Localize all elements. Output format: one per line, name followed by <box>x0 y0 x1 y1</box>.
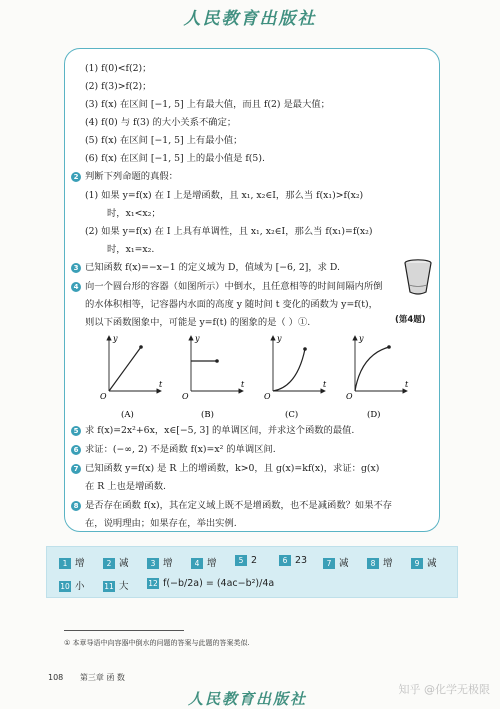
answer-7-badge: 7 <box>323 558 335 569</box>
answer-3-badge: 3 <box>147 558 159 569</box>
graph-c <box>264 334 327 420</box>
q4-line3: 则以下函数图象中，可能是 y=f(t) 的图象的是（ ）①. <box>85 317 311 328</box>
answer-3-text: 增 <box>163 558 173 569</box>
q4-text-1: 向一个圆台形的容器（如图所示）中倒水，且任意相等的时间间隔内所倒 <box>85 281 383 292</box>
graph-b-x-label: t <box>241 380 245 389</box>
answer-4-text: 增 <box>207 558 217 569</box>
q4-graph-options <box>65 49 440 532</box>
q2-item-1-line2: 时，x₁<x₂； <box>107 208 161 219</box>
answer-2-badge: 2 <box>103 558 115 569</box>
answer-11 <box>103 578 129 592</box>
answer-1-badge: 1 <box>59 558 71 569</box>
graph-a-y-label: y <box>113 334 118 343</box>
graph-a-caption: (A) <box>121 410 134 420</box>
chapter-title: 第三章 函 数 <box>79 673 125 682</box>
q4-line2: 的水体积相等，记容器内水面的高度 y 随时间 t 变化的函数为 y=f(t)， <box>85 299 378 310</box>
q6-text: 求证：(−∞, 2) 不是函数 f(x)=x² 的单调区间. <box>85 444 276 455</box>
answer-5 <box>235 555 257 566</box>
answer-7-text: 减 <box>339 558 349 569</box>
graph-a-origin: O <box>100 392 107 401</box>
answer-12-badge: 12 <box>148 579 158 588</box>
footnote: ① 本章导语中向容器中倒水的问题的答案与此题的答案类似. <box>64 639 250 647</box>
answer-2-text: 减 <box>119 558 129 569</box>
answer-2 <box>103 555 129 569</box>
q1-item-4: (4) f(0) 与 f(3) 的大小关系不确定； <box>85 117 237 128</box>
answer-8 <box>367 555 393 569</box>
graph-d <box>346 334 409 420</box>
q2-item-2-line1: (2) 如果 y=f(x) 在 I 上具有单调性，且 x₁, x₂∈I，那么当 f(x₁)=f(x₂) <box>85 226 373 237</box>
watermark: 知乎 @化学无极限 <box>398 683 490 696</box>
answer-12 <box>147 578 274 589</box>
q4-number-badge: 4 <box>71 282 81 292</box>
answer-7 <box>323 555 349 569</box>
answer-1-text: 增 <box>75 558 85 569</box>
graph-b-caption: (B) <box>201 410 214 420</box>
answer-6 <box>279 555 307 566</box>
q5-text: 求 f(x)=2x²+6x，x∈[−5, 3] 的单调区间，并求这个函数的最值. <box>85 425 355 436</box>
q2-item-1-line1: (1) 如果 y=f(x) 在 I 上是增函数，且 x₁, x₂∈I，那么当 f(x₁)>f(x₂) <box>85 190 364 201</box>
publisher-logo-bottom: 人民教育出版社 <box>188 690 308 708</box>
answer-11-text: 大 <box>119 581 129 592</box>
q1-item-6: (6) f(x) 在区间 [−1, 5] 上的最小值是 f(5). <box>85 153 265 164</box>
page-footer <box>48 672 139 683</box>
graph-a <box>100 334 163 420</box>
answer-10 <box>59 578 85 592</box>
answer-4 <box>191 555 217 569</box>
q2-item-2-line2: 时，x₁=x₂. <box>107 244 155 255</box>
answer-9 <box>411 555 437 569</box>
q8-number-badge: 8 <box>71 501 81 511</box>
answer-11-badge: 11 <box>104 582 114 591</box>
q7-number-badge: 7 <box>71 464 81 474</box>
answer-5-badge: 5 <box>235 555 247 566</box>
q8-line2: 在，说明理由；如果存在，举出实例. <box>85 518 237 529</box>
q1-item-5: (5) f(x) 在区间 [−1, 5] 上有最小值； <box>85 135 243 146</box>
graph-d-x-label: t <box>405 380 409 389</box>
page-number: 108 <box>48 673 64 682</box>
answer-12-text: f(−b/2a) = (4ac−b²)/4a <box>163 578 275 589</box>
graph-c-x-label: t <box>323 380 327 389</box>
graph-b-y-label: y <box>195 334 200 343</box>
answer-8-badge: 8 <box>367 558 379 569</box>
q2-text: 判断下列命题的真假： <box>85 171 178 182</box>
answer-9-text: 减 <box>427 558 437 569</box>
graph-d-origin: O <box>346 392 353 401</box>
publisher-logo-top: 人民教育出版社 <box>183 9 317 29</box>
figure-4-caption: (第4题) <box>395 315 426 325</box>
q6-number-badge: 6 <box>71 445 81 455</box>
q1-item-3: (3) f(x) 在区间 [−1, 5] 上有最大值，而且 f(2) 是最大值； <box>85 99 330 110</box>
q2-number-badge: 2 <box>71 172 81 182</box>
graph-a-x-label: t <box>159 380 163 389</box>
graph-b <box>182 334 245 420</box>
answer-1 <box>59 555 85 569</box>
answer-3 <box>147 555 173 569</box>
q5-number-badge: 5 <box>71 426 81 436</box>
graph-c-origin: O <box>264 392 271 401</box>
answer-6-text: 23 <box>295 555 308 566</box>
answer-9-badge: 9 <box>411 558 423 569</box>
answer-key-panel <box>46 546 458 598</box>
q8-text-1: 是否存在函数 f(x)，其在定义域上既不是增函数，也不是减函数？如果不存 <box>85 500 393 511</box>
exercise-card <box>64 48 440 532</box>
graph-b-origin: O <box>182 392 189 401</box>
answer-10-badge: 10 <box>60 582 70 591</box>
graph-c-y-label: y <box>277 334 282 343</box>
answer-4-badge: 4 <box>191 558 203 569</box>
footnote-rule <box>64 630 184 631</box>
q1-item-2: (2) f(3)>f(2)； <box>85 81 152 92</box>
q3-text: 已知函数 f(x)=−x−1 的定义域为 D，值域为 [−6, 2]，求 D. <box>85 262 341 273</box>
answer-5-text: 2 <box>251 555 258 566</box>
q1-item-1: (1) f(0)<f(2)； <box>85 63 152 74</box>
answer-8-text: 增 <box>383 558 393 569</box>
q3-number-badge: 3 <box>71 263 81 273</box>
graph-d-y-label: y <box>359 334 364 343</box>
answer-6-badge: 6 <box>279 555 291 566</box>
answer-10-text: 小 <box>75 581 85 592</box>
graph-c-caption: (C) <box>285 410 299 420</box>
q7-line2: 在 R 上也是增函数. <box>85 481 166 492</box>
q7-text-1: 已知函数 y=f(x) 是 R 上的增函数，k>0，且 g(x)=kf(x)，求证：g(x) <box>85 463 380 474</box>
graph-d-caption: (D) <box>367 410 381 420</box>
